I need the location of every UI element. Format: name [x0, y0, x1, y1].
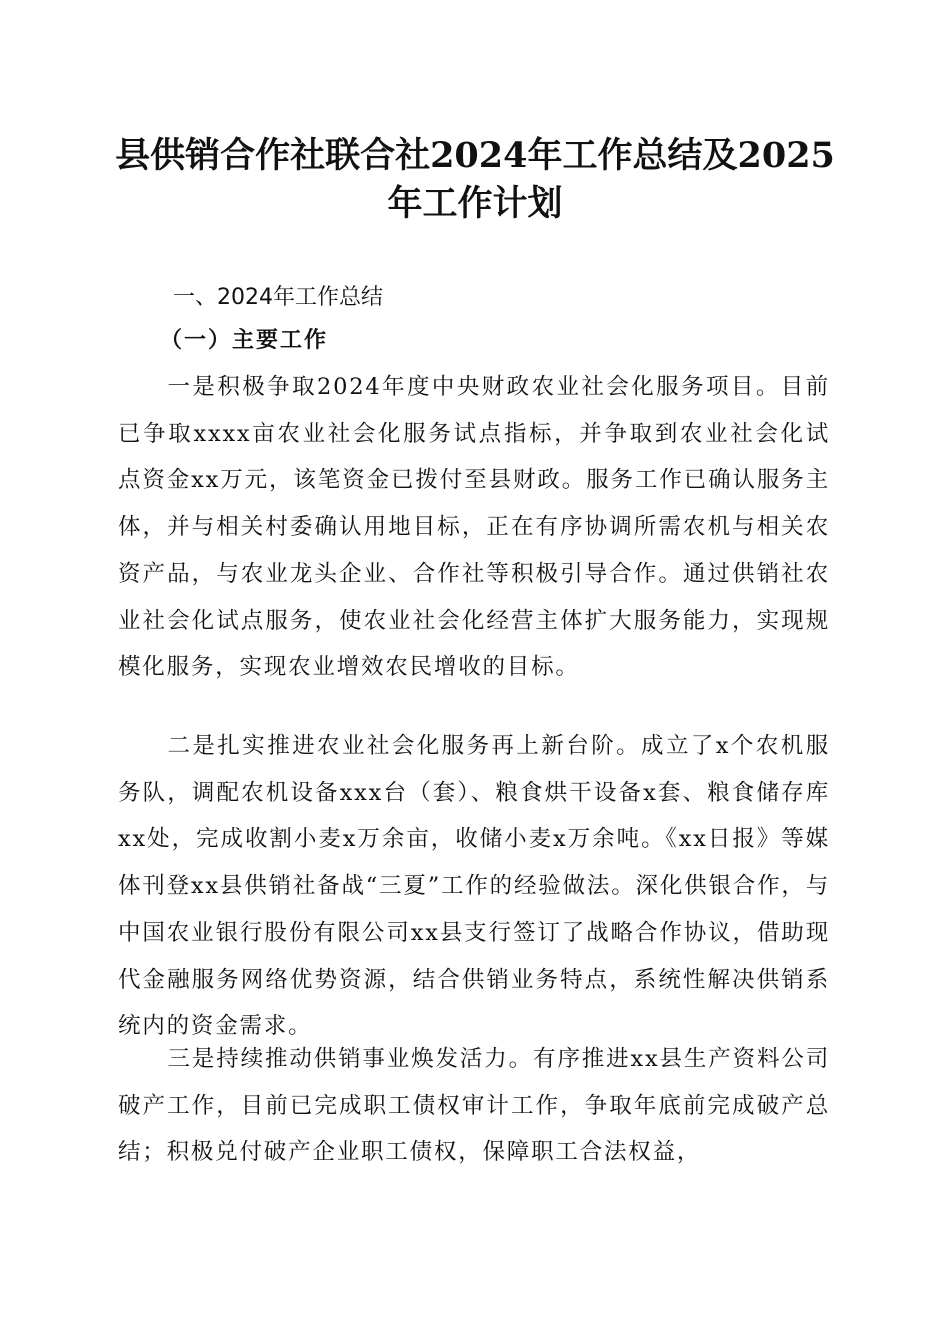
section-heading: 一、2024年工作总结 [173, 285, 383, 310]
paragraph-2: 二是扎实推进农业社会化服务再上新台阶。成立了x个农机服务队，调配农机设备xxx台（套）、粮食烘干设备x套、粮食储存库xx处，完成收割小麦x万余亩，收储小麦x万余吨。《xx日报》等媒体刊登xx县供销社备战“三夏”工作的经验做法。深化供银合作，与中国农业银行股份有限公司xx县支行签订了战略合作协议，借助现代金融服务网络优势资源，结合供销业务特点，系统性解决供销系统内的资金需求。 [118, 733, 830, 1040]
subsection-heading: （一）主要工作 [160, 327, 329, 353]
document-title: 县供销合作社联合社2024年工作总结及2025年工作计划 [115, 135, 835, 224]
paragraph-3: 三是持续推动供销事业焕发活力。有序推进xx县生产资料公司破产工作，目前已完成职工债权审计工作，争取年底前完成破产总结；积极兑付破产企业职工债权，保障职工合法权益， [118, 1046, 830, 1166]
paragraph-1: 一是积极争取2024年度中央财政农业社会化服务项目。目前已争取xxxx亩农业社会化服务试点指标，并争取到农业社会化试点资金xx万元，该笔资金已拨付至县财政。服务工作已确认服务主体，并与相关村委确认用地目标，正在有序协调所需农机与相关农资产品，与农业龙头企业、合作社等积极引导合作。通过供销社农业社会化试点服务，使农业社会化经营主体扩大服务能力，实现规模化服务，实现农业增效农民增收的目标。 [118, 374, 830, 681]
